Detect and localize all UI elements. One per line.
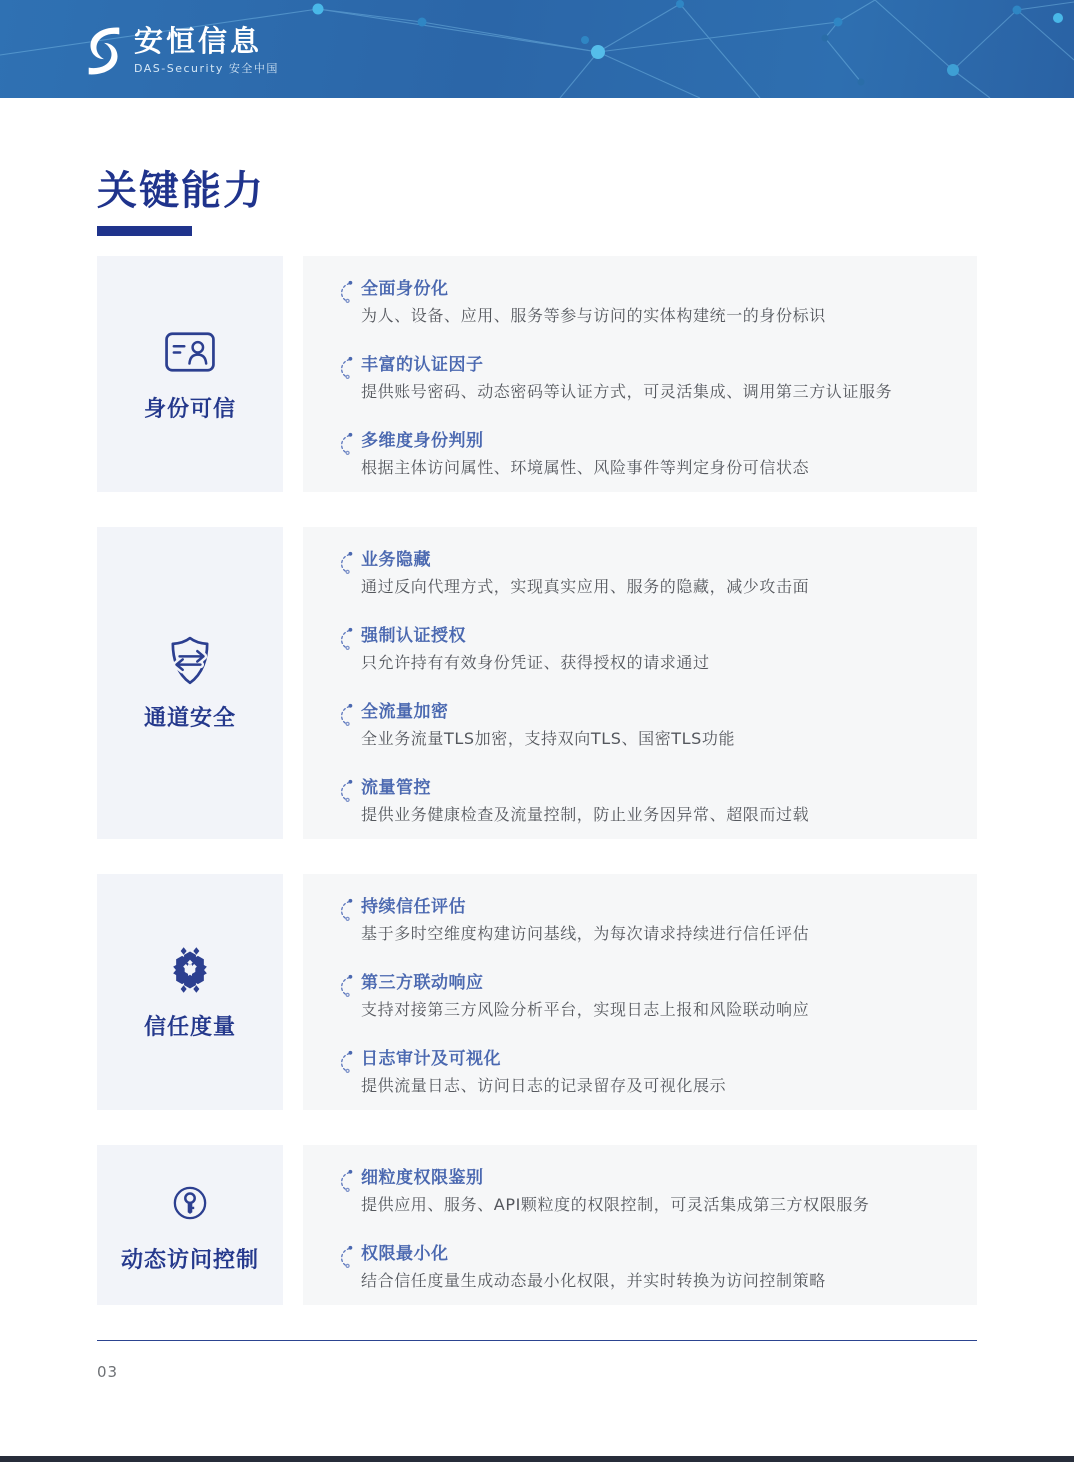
- brand-subtitle: DAS-Security 安全中国: [134, 62, 279, 76]
- feature-item: [361, 1167, 947, 1217]
- feature-description: 提供业务健康检查及流量控制，防止业务因异常、超限而过载: [361, 805, 810, 824]
- feature-description: 提供应用、服务、API颗粒度的权限控制，可灵活集成第三方权限服务: [361, 1195, 870, 1214]
- feature-item: [361, 354, 947, 404]
- feature-item: [361, 1048, 947, 1098]
- capability-card: [97, 256, 283, 492]
- main-content: [0, 168, 1074, 1305]
- curved-arrow-bullet-icon: [337, 431, 355, 455]
- capability-section: [97, 874, 977, 1110]
- feature-title: 多维度身份判别: [361, 431, 484, 451]
- feature-description: 提供流量日志、访问日志的记录留存及可视化展示: [361, 1076, 727, 1095]
- capability-card: [97, 874, 283, 1110]
- feature-item: [361, 430, 947, 480]
- feature-title: 细粒度权限鉴别: [361, 1168, 484, 1188]
- capability-label: 通道安全: [143, 705, 236, 731]
- feature-item: [361, 549, 947, 599]
- page-title: 关键能力: [97, 168, 265, 214]
- brand-logo-icon: [86, 24, 122, 78]
- feature-item: [361, 278, 947, 328]
- capability-sections: [97, 256, 977, 1305]
- capability-label: 信任度量: [143, 1014, 236, 1040]
- capability-label: 身份可信: [143, 396, 236, 422]
- feature-title: 日志审计及可视化: [361, 1049, 501, 1069]
- capability-features: [303, 256, 977, 492]
- capability-section: [97, 256, 977, 492]
- brand-logo: [86, 24, 279, 78]
- capability-card: [97, 527, 283, 839]
- curved-arrow-bullet-icon: [337, 702, 355, 726]
- capability-card: [97, 1145, 283, 1305]
- curved-arrow-bullet-icon: [337, 778, 355, 802]
- capability-features: [303, 1145, 977, 1305]
- feature-title: 丰富的认证因子: [361, 355, 484, 375]
- feature-description: 只允许持有有效身份凭证、获得授权的请求通过: [361, 653, 710, 672]
- feature-title: 流量管控: [361, 778, 431, 798]
- curved-arrow-bullet-icon: [337, 626, 355, 650]
- curved-arrow-bullet-icon: [337, 897, 355, 921]
- curved-arrow-bullet-icon: [337, 1049, 355, 1073]
- feature-description: 结合信任度量生成动态最小化权限，并实时转换为访问控制策略: [361, 1271, 826, 1290]
- bottom-accent-bar: [0, 1456, 1074, 1462]
- page-number: 03: [97, 1363, 119, 1381]
- feature-description: 为人、设备、应用、服务等参与访问的实体构建统一的身份标识: [361, 306, 826, 325]
- feature-description: 支持对接第三方风险分析平台，实现日志上报和风险联动响应: [361, 1000, 810, 1019]
- curved-arrow-bullet-icon: [337, 973, 355, 997]
- title-underline: [97, 226, 192, 236]
- footer-divider: [97, 1340, 977, 1341]
- feature-title: 全面身份化: [361, 279, 449, 299]
- curved-arrow-bullet-icon: [337, 279, 355, 303]
- feature-title: 第三方联动响应: [361, 973, 484, 993]
- feature-title: 业务隐藏: [361, 550, 431, 570]
- curved-arrow-bullet-icon: [337, 550, 355, 574]
- feature-item: [361, 777, 947, 827]
- feature-item: [361, 972, 947, 1022]
- feature-title: 强制认证授权: [361, 626, 466, 646]
- brand-name: 安恒信息: [134, 23, 263, 58]
- key-icon: [164, 1177, 216, 1229]
- curved-arrow-bullet-icon: [337, 1168, 355, 1192]
- feature-title: 全流量加密: [361, 702, 449, 722]
- feature-description: 根据主体访问属性、环境属性、风险事件等判定身份可信状态: [361, 458, 810, 477]
- feature-title: 持续信任评估: [361, 897, 466, 917]
- curved-arrow-bullet-icon: [337, 1244, 355, 1268]
- feature-description: 通过反向代理方式，实现真实应用、服务的隐藏，减少攻击面: [361, 577, 810, 596]
- page-footer: [0, 1340, 1074, 1381]
- snowflake-icon: [164, 944, 216, 996]
- brand-text: [134, 23, 279, 77]
- feature-description: 基于多时空维度构建访问基线，为每次请求持续进行信任评估: [361, 924, 810, 943]
- feature-item: [361, 1243, 947, 1293]
- id-card-icon: [164, 326, 216, 378]
- feature-item: [361, 701, 947, 751]
- capability-features: [303, 874, 977, 1110]
- header-banner: [0, 0, 1074, 98]
- capability-features: [303, 527, 977, 839]
- feature-description: 提供账号密码、动态密码等认证方式，可灵活集成、调用第三方认证服务: [361, 382, 893, 401]
- feature-item: [361, 896, 947, 946]
- feature-title: 权限最小化: [361, 1244, 449, 1264]
- capability-section: [97, 527, 977, 839]
- shield-arrows-icon: [164, 635, 216, 687]
- feature-item: [361, 625, 947, 675]
- capability-label: 动态访问控制: [120, 1247, 259, 1273]
- capability-section: [97, 1145, 977, 1305]
- curved-arrow-bullet-icon: [337, 355, 355, 379]
- feature-description: 全业务流量TLS加密，支持双向TLS、国密TLS功能: [361, 729, 736, 748]
